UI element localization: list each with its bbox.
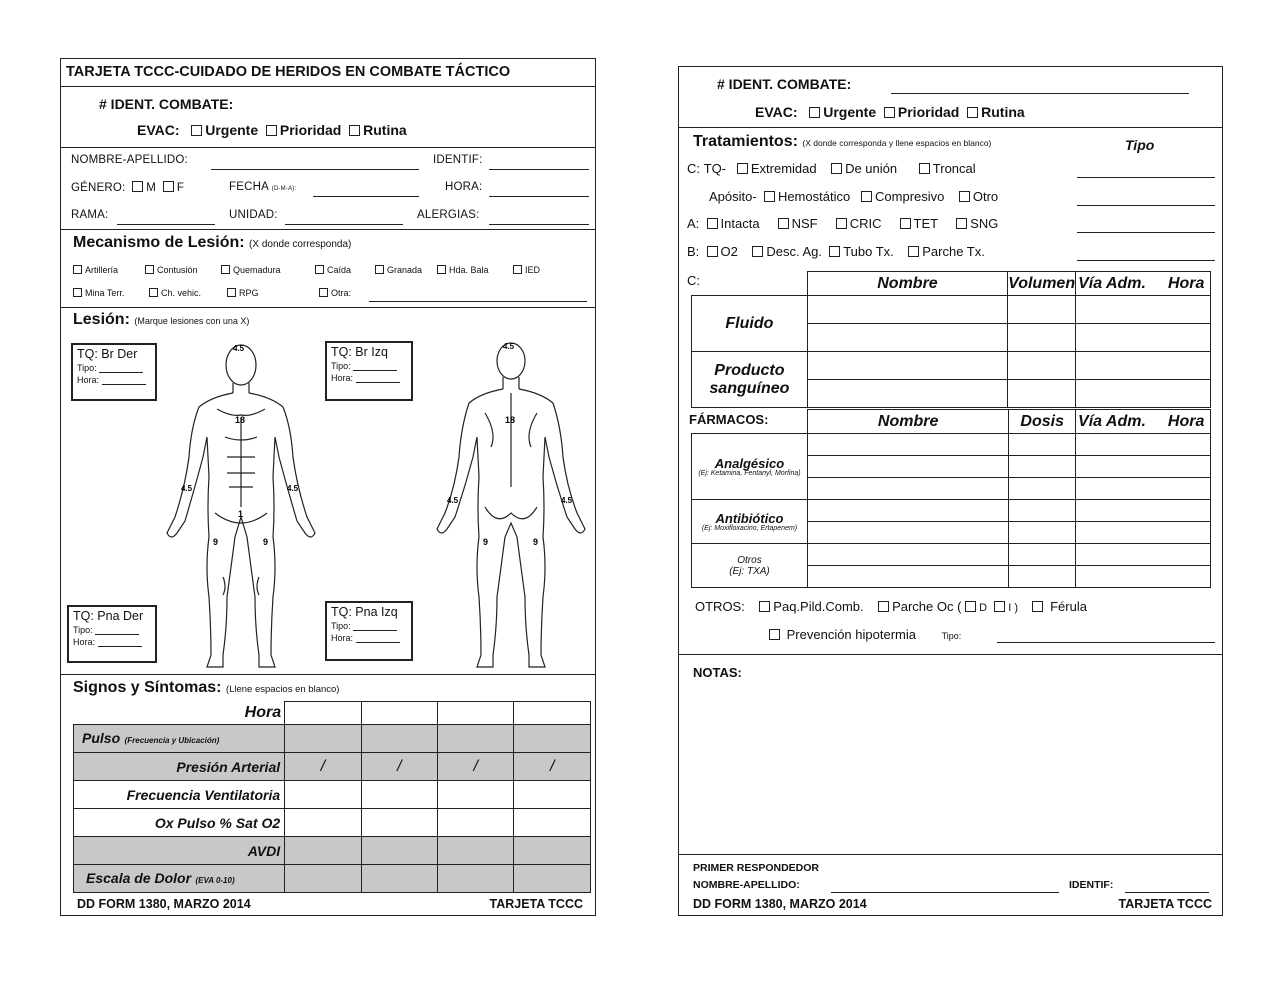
mecanismo-row1: Artillería Contusión Quemadura Caída Granada Hda. Bala IED	[73, 265, 593, 275]
responder-identif-field[interactable]	[1125, 892, 1209, 893]
responder-nombre-field[interactable]	[831, 892, 1059, 893]
caida-checkbox[interactable]	[315, 265, 324, 274]
footer-card-2: TARJETA TCCC	[1118, 897, 1212, 911]
b-desc-ag-checkbox[interactable]	[752, 246, 763, 257]
aposito-tipo-field[interactable]	[1077, 205, 1215, 206]
tipo-header: Tipo	[1125, 137, 1155, 153]
pct-head-back: 4.5	[503, 342, 515, 351]
paq-pild-checkbox[interactable]	[759, 601, 770, 612]
tq-pna-der-box[interactable]: TQ: Pna Der Tipo: Hora:	[67, 605, 157, 663]
tccc-card-front	[60, 58, 596, 916]
trat-a-row: A: Intacta NSF CRIC TET SNG	[687, 216, 999, 231]
notas-area[interactable]	[693, 683, 1208, 851]
c2-label: C:	[687, 273, 700, 288]
evac-urgente-checkbox[interactable]	[191, 125, 202, 136]
table-row: Antibiótico (Ej: Moxifloxacino, Ertapenem)	[692, 500, 1211, 522]
pct-head-front: 4.5	[233, 344, 245, 353]
trat-c-row: C: TQ- Extremidad De unión Troncal	[687, 161, 976, 176]
farmacos-table	[691, 409, 1211, 588]
rama-field[interactable]	[117, 224, 215, 225]
signos-heading: Signos y Síntomas: (Llene espacios en blanco)	[73, 679, 340, 696]
table-row: Fluido	[692, 296, 1211, 324]
table-row: AVDI	[74, 837, 591, 865]
b-parche-tx-checkbox[interactable]	[908, 246, 919, 257]
trat-aposito-row: Apósito- Hemostático Compresivo Otro	[709, 189, 999, 204]
farmacos-label: FÁRMACOS:	[689, 412, 769, 427]
a-nsf-checkbox[interactable]	[778, 218, 789, 229]
table-row: Nombre Volumen Vía Adm. Hora	[692, 272, 1211, 296]
ferula-checkbox[interactable]	[1032, 601, 1043, 612]
artilleria-checkbox[interactable]	[73, 265, 82, 274]
pct-groin-front: 1	[238, 509, 244, 519]
pct-leg-right-front: 9	[213, 537, 219, 547]
evac-rutina-checkbox-2[interactable]	[967, 107, 978, 118]
ident-combate-field[interactable]	[891, 93, 1189, 94]
pct-leg-left-back: 9	[483, 537, 489, 547]
card-title: TARJETA TCCC-CUIDADO DE HERIDOS EN COMBATE TÁCTICO	[66, 64, 511, 80]
hora-field[interactable]	[489, 196, 589, 197]
rama-label: RAMA:	[71, 209, 109, 221]
responder-nombre-label: NOMBRE-APELLIDO:	[693, 879, 800, 891]
table-row: Analgésico (Ej: Ketamina, Fentanyl, Morfina)	[692, 434, 1211, 456]
pct-arm-right-front: 4.5	[181, 484, 193, 493]
table-row: Pulso (Frecuencia y Ubicación)	[74, 725, 591, 753]
prevencion-tipo-field[interactable]	[997, 642, 1215, 643]
body-front-diagram[interactable]	[161, 337, 321, 673]
alergias-field[interactable]	[489, 224, 589, 225]
nombre-label: NOMBRE-APELLIDO:	[71, 154, 188, 166]
prevencion-hipotermia-checkbox[interactable]	[769, 629, 780, 640]
mecanismo-row2: Mina Terr. Ch. vehic. RPG Otra:	[73, 288, 593, 298]
table-row: Hora	[74, 702, 591, 725]
contusion-checkbox[interactable]	[145, 265, 154, 274]
table-row: Ox Pulso % Sat O2	[74, 809, 591, 837]
b-o2-checkbox[interactable]	[707, 246, 718, 257]
footer-form-2: DD FORM 1380, MARZO 2014	[693, 897, 867, 911]
table-row: Escala de Dolor (EVA 0-10)	[74, 865, 591, 893]
pct-arm-left-front: 4.5	[287, 484, 299, 493]
trat-b-row: B: O2 Desc. Ag. Tubo Tx. Parche Tx.	[687, 244, 985, 259]
b-tubo-tx-checkbox[interactable]	[829, 246, 840, 257]
fecha-field[interactable]	[313, 196, 419, 197]
notas-label: NOTAS:	[693, 665, 742, 680]
a-tipo-field[interactable]	[1077, 232, 1215, 233]
pct-leg-left-front: 9	[263, 537, 269, 547]
parche-oc-i-checkbox[interactable]	[994, 601, 1005, 612]
hora-label: HORA:	[445, 181, 483, 193]
tccc-card-back	[678, 66, 1223, 916]
a-cric-checkbox[interactable]	[836, 218, 847, 229]
b-tipo-field[interactable]	[1077, 260, 1215, 261]
tq-br-izq-box[interactable]: TQ: Br Izq Tipo: Hora:	[325, 341, 413, 401]
ied-checkbox[interactable]	[513, 265, 522, 274]
evac-row-2: EVAC: Urgente Prioridad Rutina	[755, 104, 1025, 120]
body-back-diagram[interactable]	[431, 337, 591, 673]
tq-br-der-box[interactable]: TQ: Br Der Tipo: Hora:	[71, 343, 157, 401]
fecha-label: FECHA (D-M-A):	[229, 181, 297, 193]
nombre-field[interactable]	[211, 169, 419, 170]
aposito-hemostatico-checkbox[interactable]	[764, 191, 775, 202]
a-intacta-checkbox[interactable]	[707, 218, 718, 229]
footer-form: DD FORM 1380, MARZO 2014	[77, 897, 251, 911]
table-row: Frecuencia Ventilatoria	[74, 781, 591, 809]
ident-combate-label: # IDENT. COMBATE:	[99, 96, 234, 112]
parche-oc-checkbox[interactable]	[878, 601, 889, 612]
tq-extremidad-checkbox[interactable]	[737, 163, 748, 174]
pct-arm-left-back: 4.5	[447, 496, 459, 505]
prevencion-row: Prevención hipotermia Tipo:	[769, 627, 961, 642]
pct-back: 18	[505, 415, 516, 425]
a-sng-checkbox[interactable]	[956, 218, 967, 229]
ch-vehic-checkbox[interactable]	[149, 288, 158, 297]
table-row: Otros (Ej: TXA)	[692, 544, 1211, 566]
responder-identif-label: IDENTIF:	[1069, 879, 1114, 891]
ident-combate-label-2: # IDENT. COMBATE:	[717, 76, 852, 92]
mina-terr-checkbox[interactable]	[73, 288, 82, 297]
genero-row: GÉNERO: M F	[71, 182, 185, 194]
alergias-label: ALERGIAS:	[417, 209, 480, 221]
hda-bala-checkbox[interactable]	[437, 265, 446, 274]
evac-prioridad-checkbox-2[interactable]	[884, 107, 895, 118]
table-row: Presión Arterial / / / /	[74, 753, 591, 781]
tq-tipo-field[interactable]	[1077, 177, 1215, 178]
genero-m-checkbox[interactable]	[132, 181, 143, 192]
evac-urgente-checkbox-2[interactable]	[809, 107, 820, 118]
signos-table	[73, 701, 591, 893]
aposito-compresivo-checkbox[interactable]	[861, 191, 872, 202]
quemadura-checkbox[interactable]	[221, 265, 230, 274]
footer-card: TARJETA TCCC	[489, 897, 583, 911]
granada-checkbox[interactable]	[375, 265, 384, 274]
otra-field[interactable]	[369, 301, 587, 302]
evac-rutina-checkbox[interactable]	[349, 125, 360, 136]
primer-respondedor-label: PRIMER RESPONDEDOR	[693, 862, 820, 874]
tratamientos-heading: Tratamientos: (X donde corresponda y llene espacios en blanco)	[693, 133, 992, 150]
identif-label: IDENTIF:	[433, 154, 483, 166]
tq-troncal-checkbox[interactable]	[919, 163, 930, 174]
evac-row: EVAC: Urgente Prioridad Rutina	[137, 122, 407, 138]
identif-field[interactable]	[489, 169, 589, 170]
tq-pna-izq-box[interactable]: TQ: Pna Izq Tipo: Hora:	[325, 601, 413, 661]
genero-f-checkbox[interactable]	[163, 181, 174, 192]
table-row: Producto sanguíneo	[692, 352, 1211, 380]
a-tet-checkbox[interactable]	[900, 218, 911, 229]
fluidos-table	[691, 271, 1211, 408]
otros-row: OTROS: Paq.Pild.Comb. Parche Oc ( D I ) Férula	[695, 599, 1087, 614]
aposito-otro-checkbox[interactable]	[959, 191, 970, 202]
parche-oc-d-checkbox[interactable]	[965, 601, 976, 612]
pct-leg-right-back: 9	[533, 537, 539, 547]
mecanismo-heading: Mecanismo de Lesión: (X donde corresponda)	[73, 234, 352, 251]
pct-arm-right-back: 4.5	[561, 496, 573, 505]
evac-prioridad-checkbox[interactable]	[266, 125, 277, 136]
unidad-label: UNIDAD:	[229, 209, 278, 221]
otra-checkbox[interactable]	[319, 288, 328, 297]
rpg-checkbox[interactable]	[227, 288, 236, 297]
tq-union-checkbox[interactable]	[831, 163, 842, 174]
lesion-heading: Lesión: (Marque lesiones con una X)	[73, 311, 250, 328]
table-row: Nombre Dosis Vía Adm. Hora	[692, 410, 1211, 434]
unidad-field[interactable]	[285, 224, 403, 225]
pct-chest-front: 18	[235, 415, 246, 425]
